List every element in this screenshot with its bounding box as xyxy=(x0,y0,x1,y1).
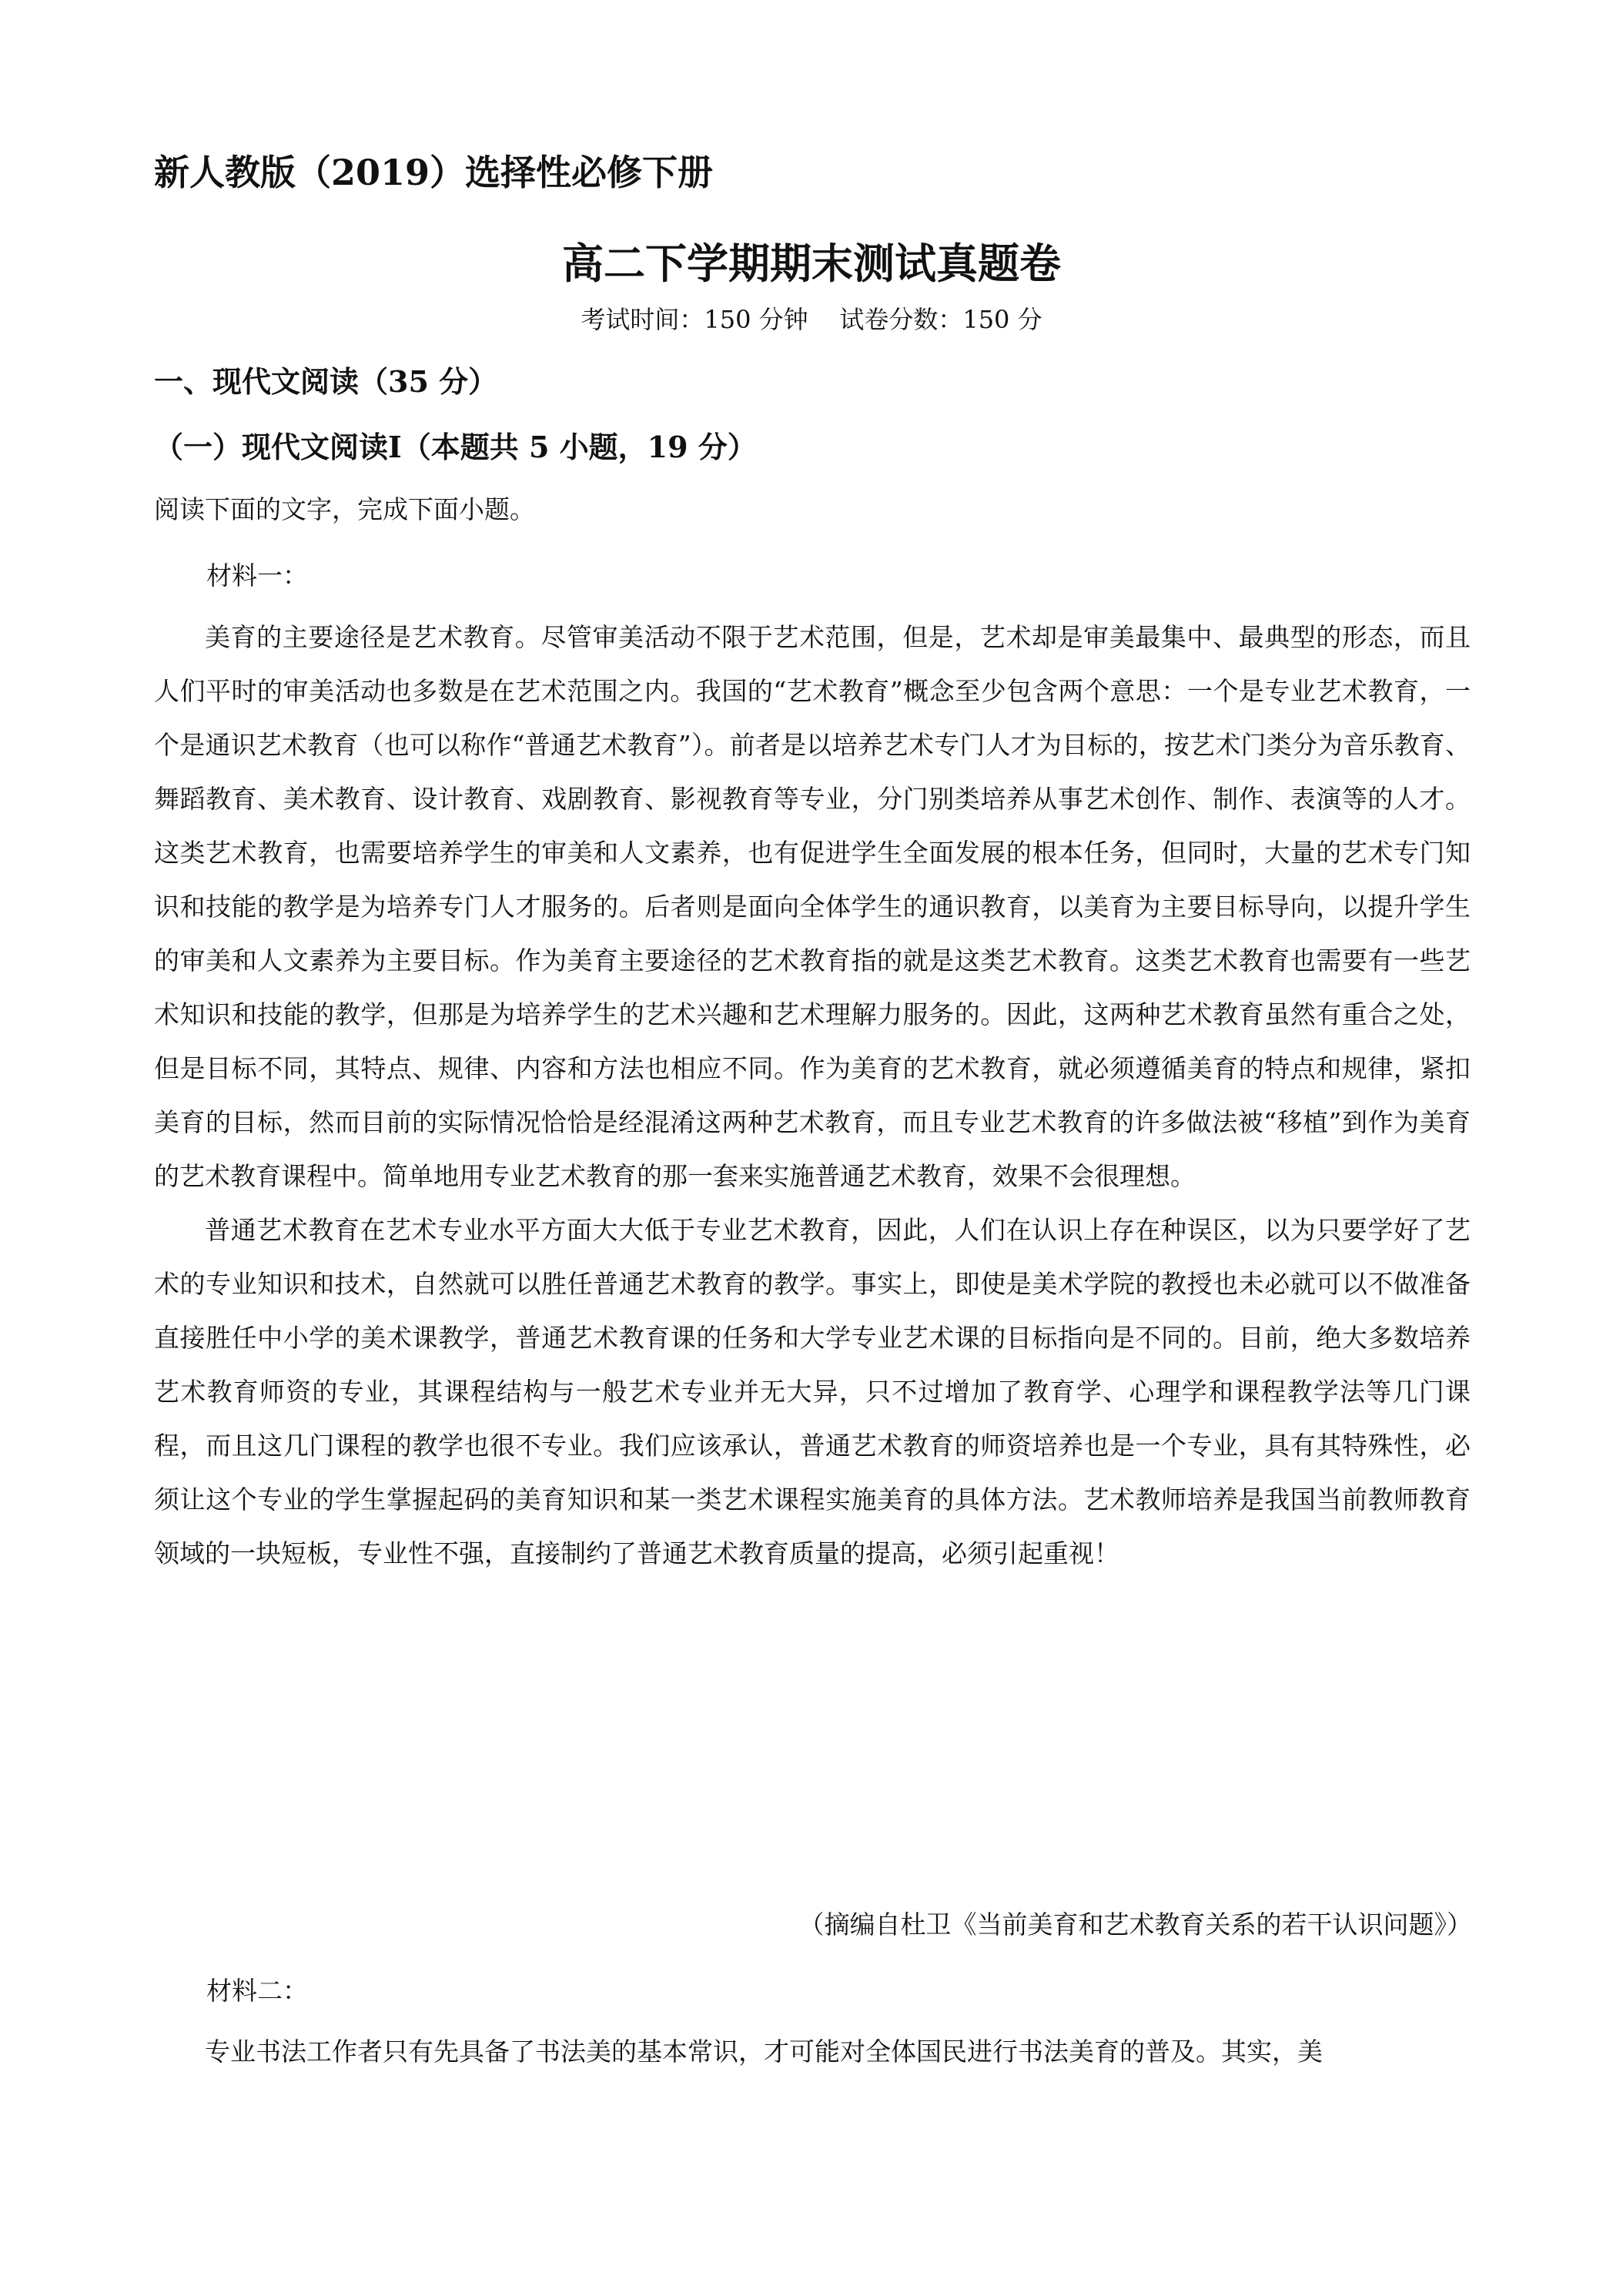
material-one-body xyxy=(154,611,1471,1581)
material-one-paragraph: 美育的主要途径是艺术教育。尽管审美活动不限于艺术范围，但是，艺术却是审美最集中、最典型的形态，而且人们平时的审美活动也多数是在艺术范围之内。我国的“艺术教育”概念至少包含两个意思：一个是专业艺术教育，一个是通识艺术教育（也可以称作“普通艺术教育”）。前者是以培养艺术专门人才为目标的，按艺术门类分为音乐教育、舞蹈教育、美术教育、设计教育、戏剧教育、影视教育等专业，分门别类培养从事艺术创作、制作、表演等的人才。这类艺术教育，也需要培养学生的审美和人文素养，也有促进学生全面发展的根本任务，但同时，大量的艺术专门知识和技能的教学是为培养专门人才服务的。后者则是面向全体学生的通识教育，以美育为主要目标导向，以提升学生的审美和人文素养为主要目标。作为美育主要途径的艺术教育指的就是这类艺术教育。这类艺术教育也需要有一些艺术知识和技能的教学，但那是为培养学生的艺术兴趣和艺术理解力服务的。因此，这两种艺术教育虽然有重合之处，但是目标不同，其特点、规律、内容和方法也相应不同。作为美育的艺术教育，就必须遵循美育的特点和规律，紧扣美育的目标，然而目前的实际情况恰恰是经混淆这两种艺术教育，而且专业艺术教育的许多做法被“移植”到作为美育的艺术教育课程中。简单地用专业艺术教育的那一套来实施普通艺术教育，效果不会很理想。 xyxy=(154,622,1471,1191)
material-two-label: 材料二： xyxy=(206,1976,308,2006)
book-title: 新人教版（2019）选择性必修下册 xyxy=(154,152,714,193)
section-heading: 一、现代文阅读（35 分） xyxy=(154,364,498,399)
material-two-paragraph: 专业书法工作者只有先具备了书法美的基本常识，才可能对全体国民进行书法美育的普及。其实，美 xyxy=(205,2037,1323,2067)
exam-title: 高二下学期期末测试真题卷 xyxy=(562,239,1061,288)
material-one-citation: （摘编自杜卫《当前美育和艺术教育关系的若干认识问题》） xyxy=(798,1909,1472,1940)
material-one-paragraph: 普通艺术教育在艺术专业水平方面大大低于专业艺术教育，因此，人们在认识上存在种误区，以为只要学好了艺术的专业知识和技术，自然就可以胜任普通艺术教育的教学。事实上，即使是美术学院的教授也未必就可以不做准备直接胜任中小学的美术课教学，普通艺术教育课的任务和大学专业艺术课的目标指向是不同的。目前，绝大多数培养艺术教育师资的专业，其课程结构与一般艺术专业并无大异，只不过增加了教育学、心理学和课程教学法等几门课程，而且这几门课程的教学也很不专业。我们应该承认，普通艺术教育的师资培养也是一个专业，具有其特殊性，必须让这个专业的学生掌握起码的美育知识和某一类艺术课程实施美育的具体方法。艺术教师培养是我国当前教师教育领域的一块短板，专业性不强，直接制约了普通艺术教育质量的提高，必须引起重视！ xyxy=(154,1215,1471,1568)
sub-heading: （一）现代文阅读Ⅰ（本题共 5 小题，19 分） xyxy=(154,430,757,464)
material-two-body xyxy=(154,2025,1471,2079)
exam-info: 考试时间：150 分钟 试卷分数：150 分 xyxy=(581,305,1042,334)
material-one-label: 材料一： xyxy=(206,561,308,591)
reading-instruction: 阅读下面的文字，完成下面小题。 xyxy=(154,494,535,524)
